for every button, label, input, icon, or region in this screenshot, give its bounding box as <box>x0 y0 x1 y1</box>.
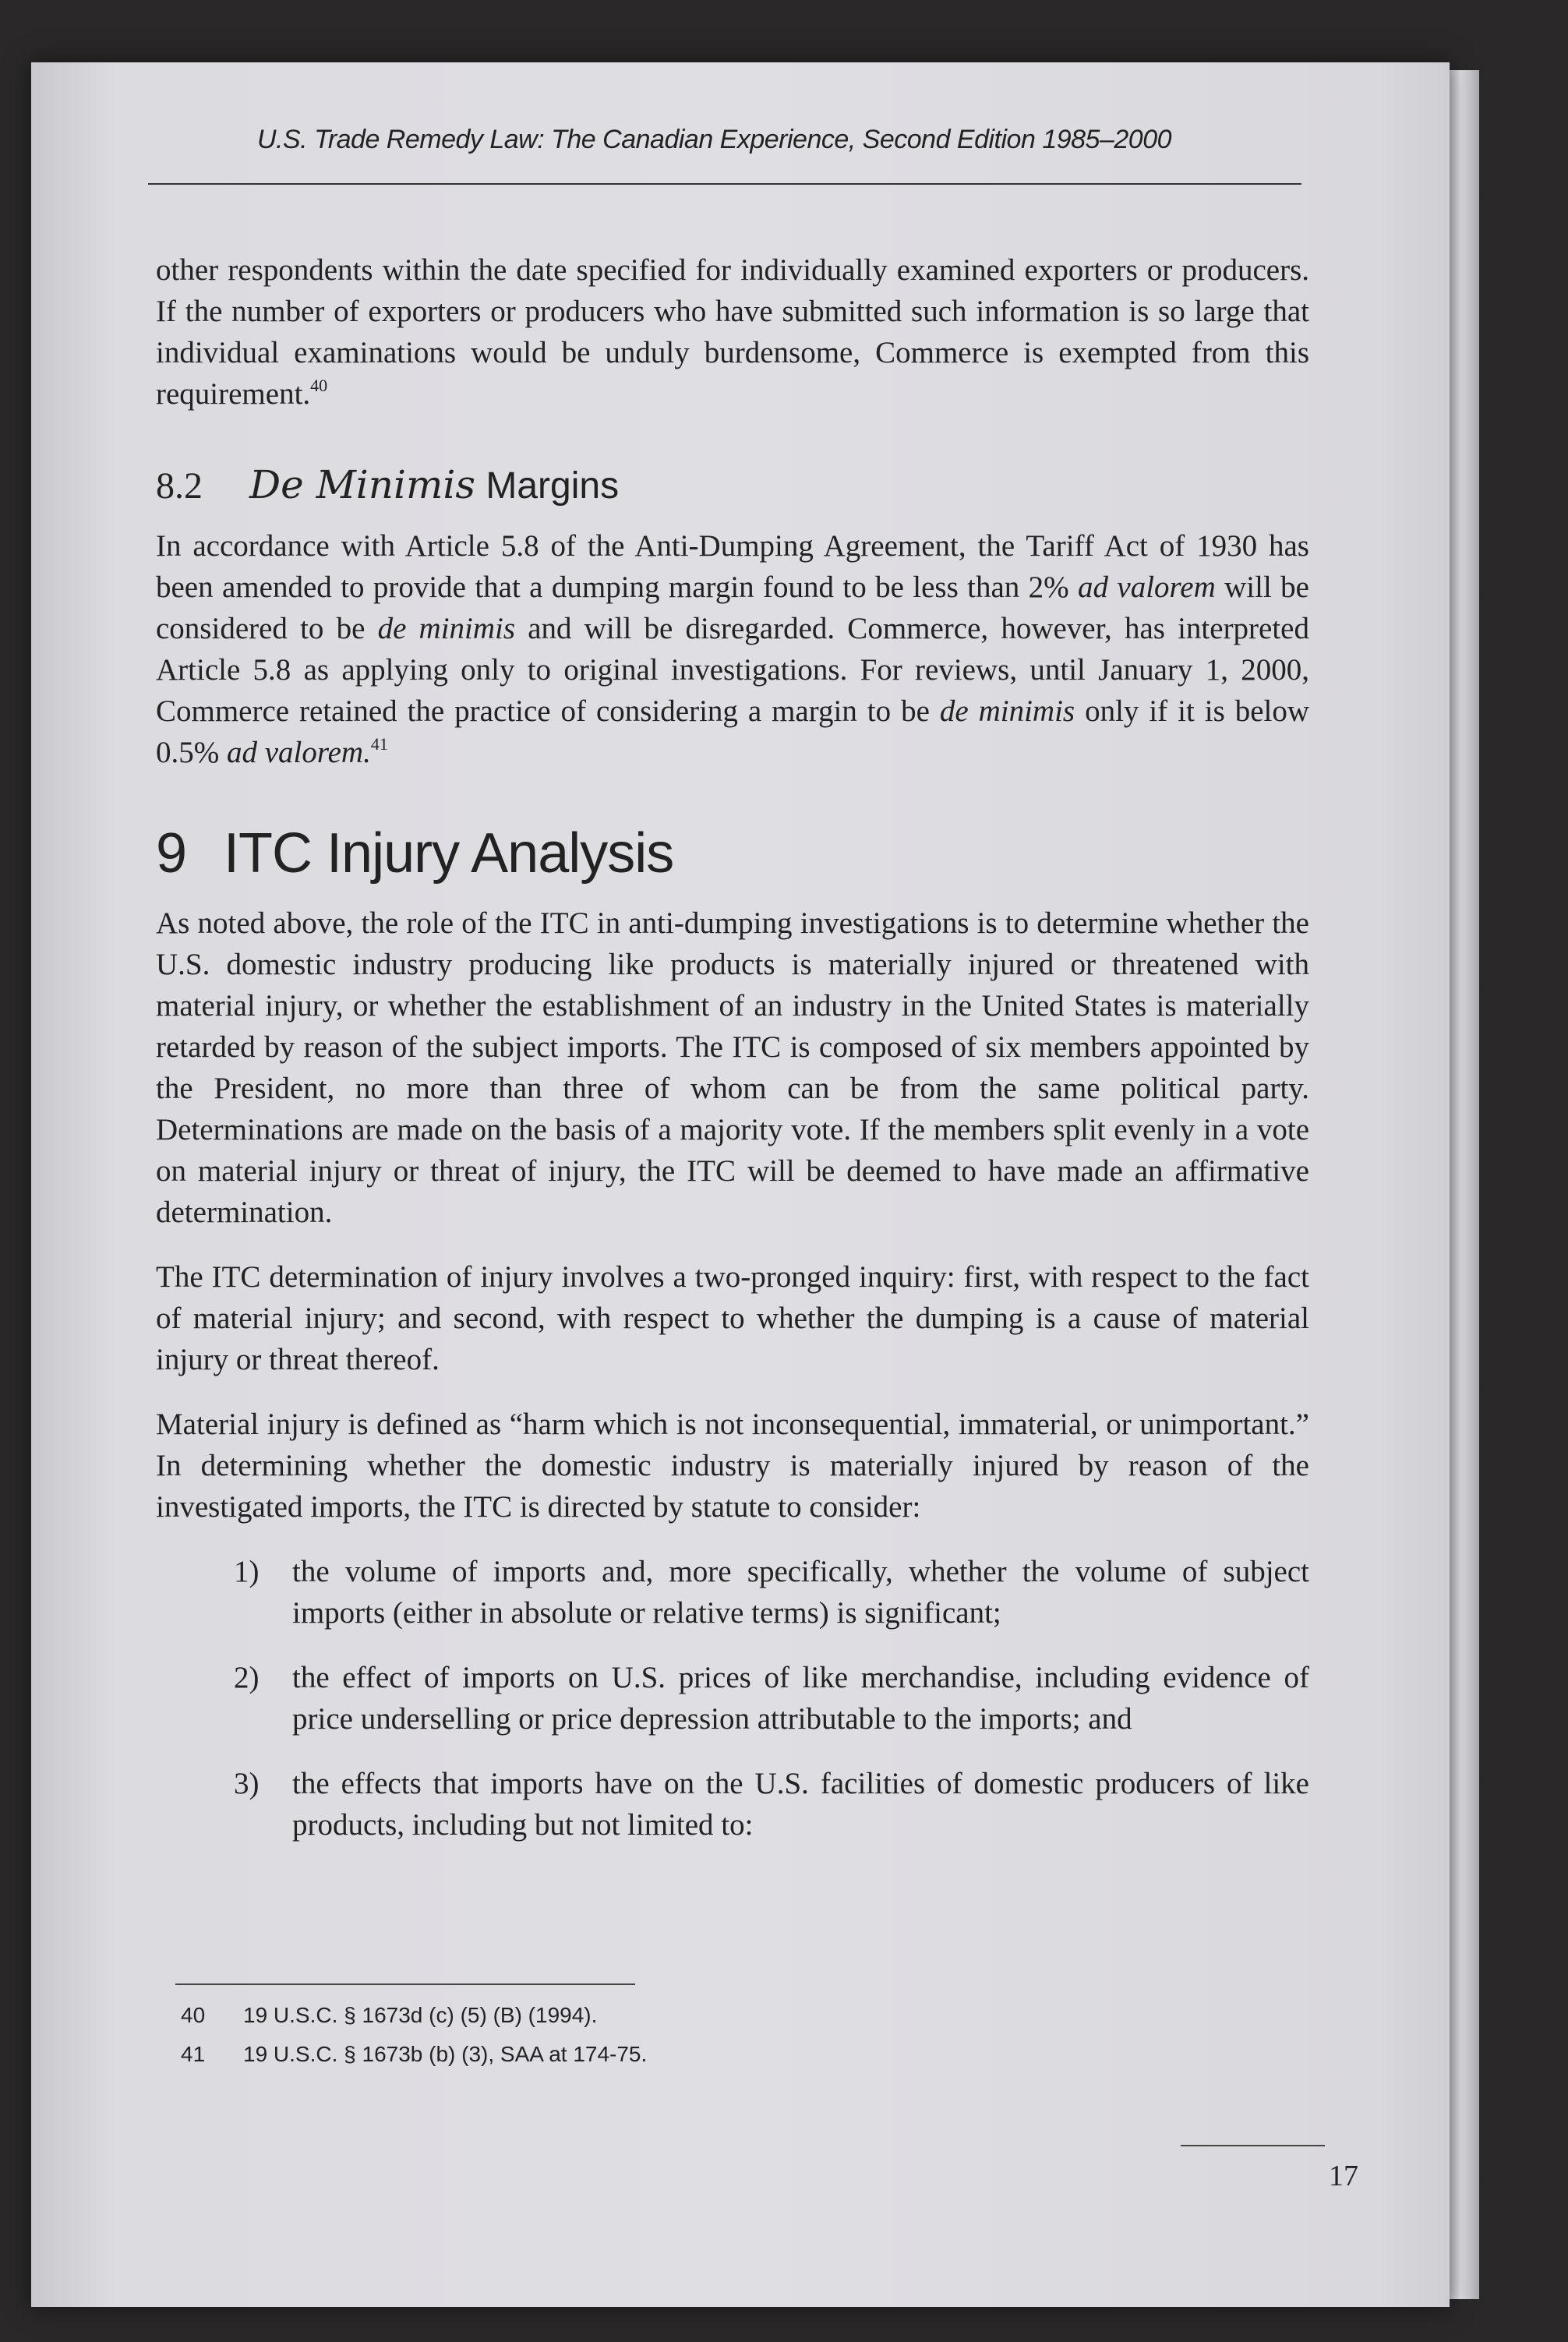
list-item <box>156 1551 1309 1634</box>
footnote-ref-41: 41 <box>370 734 388 754</box>
footnote-41 <box>181 2042 647 2067</box>
list-item-text: the effects that imports have on the U.S. facilities of domestic producers of like products, including but not limited to: <box>292 1767 1309 1842</box>
section-heading-9 <box>156 820 1309 887</box>
list-marker: 1) <box>234 1555 260 1588</box>
italic-run: ad valorem <box>1078 570 1216 604</box>
section-number: 8.2 <box>156 465 203 507</box>
header-rule <box>148 183 1301 185</box>
page-edge <box>1448 70 1479 2299</box>
list-item <box>156 1763 1309 1846</box>
list-item-text: the volume of imports and, more specifically, whether the volume of subject imports (either in absolute or relative terms) is significant; <box>292 1555 1309 1630</box>
section-title: ITC Injury Analysis <box>224 822 674 885</box>
italic-run: ad valorem. <box>227 736 371 769</box>
statutory-factors-list <box>156 1551 1309 1846</box>
list-marker: 2) <box>234 1661 260 1694</box>
footnote-text: 19 U.S.C. § 1673d (c) (5) (B) (1994). <box>243 2003 598 2027</box>
text-run: In accordance with Article 5.8 of the Anti-Dumping Agreement, the Tariff Act of 1930 has been amended to provide that a dumping margin found to be less than 2% <box>156 529 1309 604</box>
text-run: will be considered to be <box>156 570 1309 645</box>
page-body <box>156 249 1309 1869</box>
italic-run: de minimis <box>939 694 1075 728</box>
de-minimis-paragraph <box>156 525 1309 773</box>
text-run: and will be disregarded. Commerce, however, has interpreted Article 5.8 as applying only to original investigations. For reviews, until January 1, 2000, Commerce retained the practice of considering a margin to be <box>156 612 1309 728</box>
list-item <box>156 1657 1309 1740</box>
two-pronged-paragraph: The ITC determination of injury involves a two-pronged inquiry: first, with respect to the fact of material injury; and second, with respect to whether the dumping is a cause of material injury or threat thereof. <box>156 1260 1309 1376</box>
section-title-script: De Minimis <box>249 462 476 507</box>
footnote-rule <box>175 1983 635 1985</box>
footer-rule <box>1181 2145 1325 2146</box>
footnote-number: 40 <box>181 2003 206 2027</box>
footnotes <box>181 2003 647 2081</box>
footnote-text: 19 U.S.C. § 1673b (b) (3), SAA at 174-75. <box>243 2042 648 2066</box>
material-injury-paragraph: Material injury is defined as “harm which is not inconsequential, immaterial, or unimportant.” In determining whether the domestic industry is materially injured by reason of the investigated imports, the ITC is directed by statute to consider: <box>156 1408 1309 1524</box>
running-header: U.S. Trade Remedy Law: The Canadian Experience, Second Edition 1985–2000 <box>257 125 1172 154</box>
list-marker: 3) <box>234 1767 260 1800</box>
footnote-number: 41 <box>181 2042 206 2066</box>
text-run: only if it is below 0.5% <box>156 694 1309 769</box>
section-title-rest: Margins <box>486 465 620 507</box>
page-number: 17 <box>1329 2160 1358 2192</box>
section-number: 9 <box>156 822 187 885</box>
footnote-40 <box>181 2003 647 2028</box>
section-heading-8-2 <box>156 461 1309 510</box>
itc-role-paragraph: As noted above, the role of the ITC in anti-dumping investigations is to determine whether the U.S. domestic industry producing like products is materially injured or threatened with material injury, or whether the establishment of an industry in the United States is materially retarded by reason of the subject imports. The ITC is composed of six members appointed by the President, no more than three of whom can be from the same political party. Determinations are made on the basis of a majority vote. If the members split evenly in a vote on material injury or threat of injury, the ITC will be deemed to have made an affirmative determination. <box>156 906 1309 1229</box>
footnote-ref-40: 40 <box>310 376 328 395</box>
list-item-text: the effect of imports on U.S. prices of like merchandise, including evidence of price underselling or price depression attributable to the imports; and <box>292 1661 1309 1736</box>
intro-text: other respondents within the date specified for individually examined exporters or producers. If the number of exporters or producers who have submitted such information is so large that individual examinations would be unduly burdensome, Commerce is exempted from this requirement. <box>156 253 1309 411</box>
italic-run: de minimis <box>377 612 516 645</box>
intro-paragraph <box>156 249 1309 415</box>
